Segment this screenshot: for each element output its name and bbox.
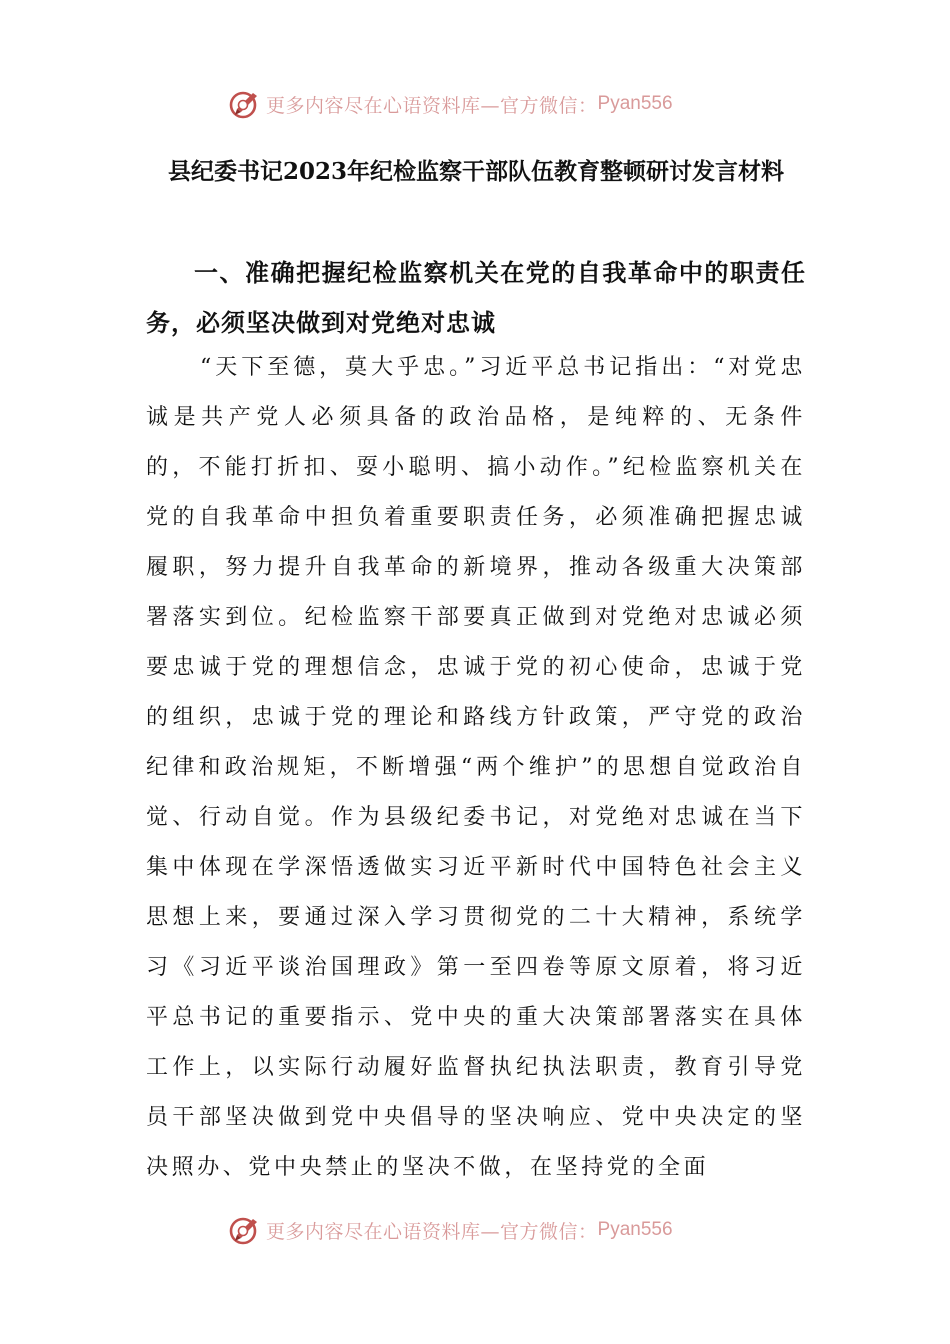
watermark-banner-top	[0, 84, 950, 124]
watermark-banner-bottom	[0, 1210, 950, 1250]
body-paragraph: “天下至德，莫大乎忠。”习近平总书记指出：“对党忠诚是共产党人必须具备的政治品格，是纯粹的、无条件的，不能打折扣、耍小聪明、搞小动作。”纪检监察机关在党的自我革命中担负着重要职责任务，必须准确把握忠诚履职，努力提升自我革命的新境界，推动各级重大决策部署落实到位。纪检监察干部要真正做到对党绝对忠诚必须要忠诚于党的理想信念，忠诚于党的初心使命，忠诚于党的组织，忠诚于党的理论和路线方针政策，严守党的政治纪律和政治规矩，不断增强“两个维护”的思想自觉政治自觉、行动自觉。作为县级纪委书记，对党绝对忠诚在当下集中体现在学深悟透做实习近平新时代中国特色社会主义思想上来，要通过深入学习贯彻党的二十大精神，系统学习《习近平谈治国理政》第一至四卷等原文原着，将习近平总书记的重要指示、党中央的重大决策部署落实在具体工作上，以实际行动履好监督执纪执法职责，教育引导党员干部坚决做到党中央倡导的坚决响应、党中央决定的坚决照办、党中央禁止的坚决不做，在坚持党的全面	[146, 355, 806, 1180]
watermark-content	[228, 84, 673, 124]
watermark-wechat-id: Pyan556	[597, 93, 673, 114]
pen-logo-icon	[228, 1213, 262, 1247]
watermark-wechat-id: Pyan556	[597, 1219, 673, 1240]
pen-logo-icon	[228, 87, 262, 121]
document-title: 县纪委书记2023年纪检监察干部队伍教育整顿研讨发言材料	[167, 158, 784, 185]
watermark-content	[228, 1210, 673, 1250]
watermark-text: 更多内容尽在心语资料库—官方微信：	[266, 94, 598, 117]
section-heading: 一、准确把握纪检监察机关在党的自我革命中的职责任务，必须坚决做到对党绝对忠诚	[146, 258, 806, 337]
watermark-text: 更多内容尽在心语资料库—官方微信：	[266, 1220, 598, 1243]
